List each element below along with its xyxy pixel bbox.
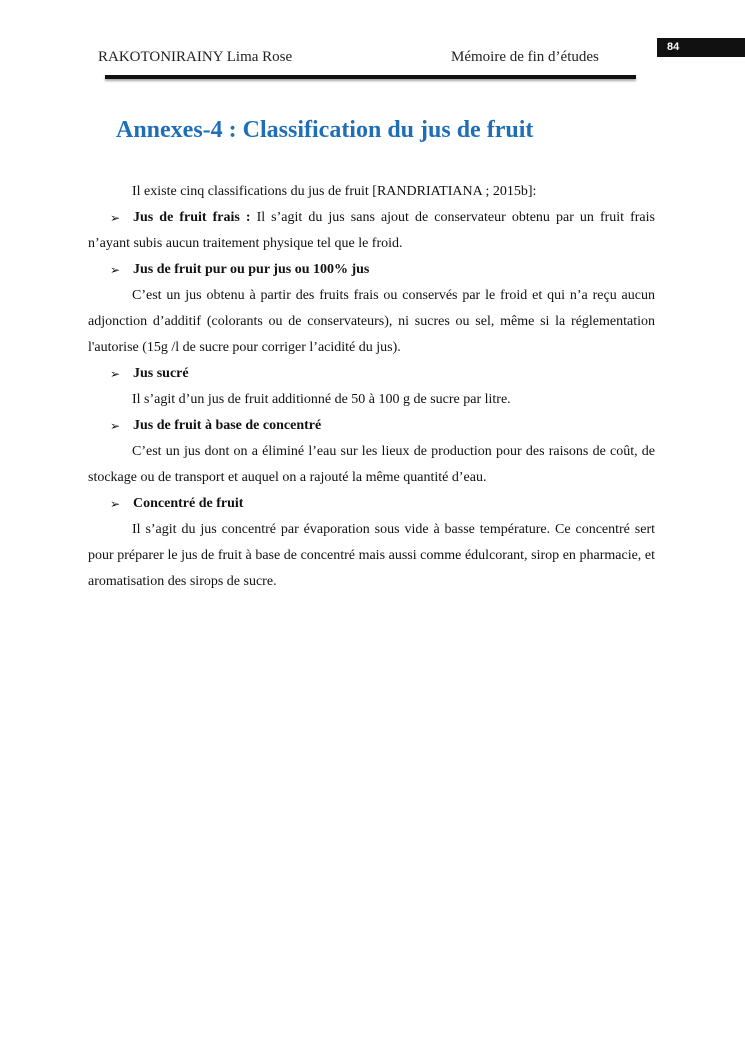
section-inline-text: Il s’agit du jus sans ajout de conservateur obtenu par un fruit frais n’ayant subis aucun traitement physique tel que le froid. (88, 210, 655, 251)
section-heading-row (88, 257, 655, 283)
section-paragraph: C’est un jus obtenu à partir des fruits frais ou conservés par le froid et qui n’a reçu aucun adjonction d’additif (colorants ou de conservateurs), ni sucres ou sel, même si la réglementation l'autorise (15g /l de sucre pour corriger l’acidité du jus). (88, 288, 655, 355)
section-fresh-juice (88, 205, 655, 257)
arrow-bullet-icon: ➢ (110, 211, 121, 225)
section-heading: Jus de fruit à base de concentré (133, 418, 322, 433)
header-doc-title: Mémoire de fin d’études (451, 49, 599, 65)
page-number: 84 (657, 38, 745, 57)
section-heading: Jus de fruit frais : (133, 210, 251, 225)
section-paragraph: Il s’agit du jus concentré par évaporation sous vide à basse température. Ce concentré sert pour préparer le jus de fruit à base de concentré mais aussi comme édulcorant, sirop en pharmacie, et aromatisation des sirops de sucre. (88, 522, 655, 589)
section-heading: Jus de fruit pur ou pur jus ou 100% jus (133, 262, 370, 277)
arrow-bullet-icon: ➢ (110, 419, 121, 433)
section-heading: Concentré de fruit (133, 496, 244, 511)
arrow-bullet-icon: ➢ (110, 367, 121, 381)
section-paragraph: C’est un jus dont on a éliminé l’eau sur les lieux de production pour des raisons de coût, de stockage ou de transport et auquel on a rajouté la même quantité d’eau. (88, 444, 655, 485)
annex-title: Annexes-4 : Classification du jus de fruit (116, 117, 534, 143)
section-heading: Jus sucré (133, 366, 189, 381)
intro-paragraph: Il existe cinq classifications du jus de fruit [RANDRIATIANA ; 2015b]: (132, 184, 537, 199)
header-rule (105, 75, 636, 79)
section-heading-row (88, 491, 655, 517)
document-body (88, 179, 655, 595)
header-author: RAKOTONIRAINY Lima Rose (98, 49, 293, 65)
section-heading-row (88, 361, 655, 387)
section-heading-row (88, 413, 655, 439)
arrow-bullet-icon: ➢ (110, 263, 121, 277)
arrow-bullet-icon: ➢ (110, 497, 121, 511)
section-paragraph: Il s’agit d’un jus de fruit additionné de 50 à 100 g de sucre par litre. (132, 392, 511, 407)
